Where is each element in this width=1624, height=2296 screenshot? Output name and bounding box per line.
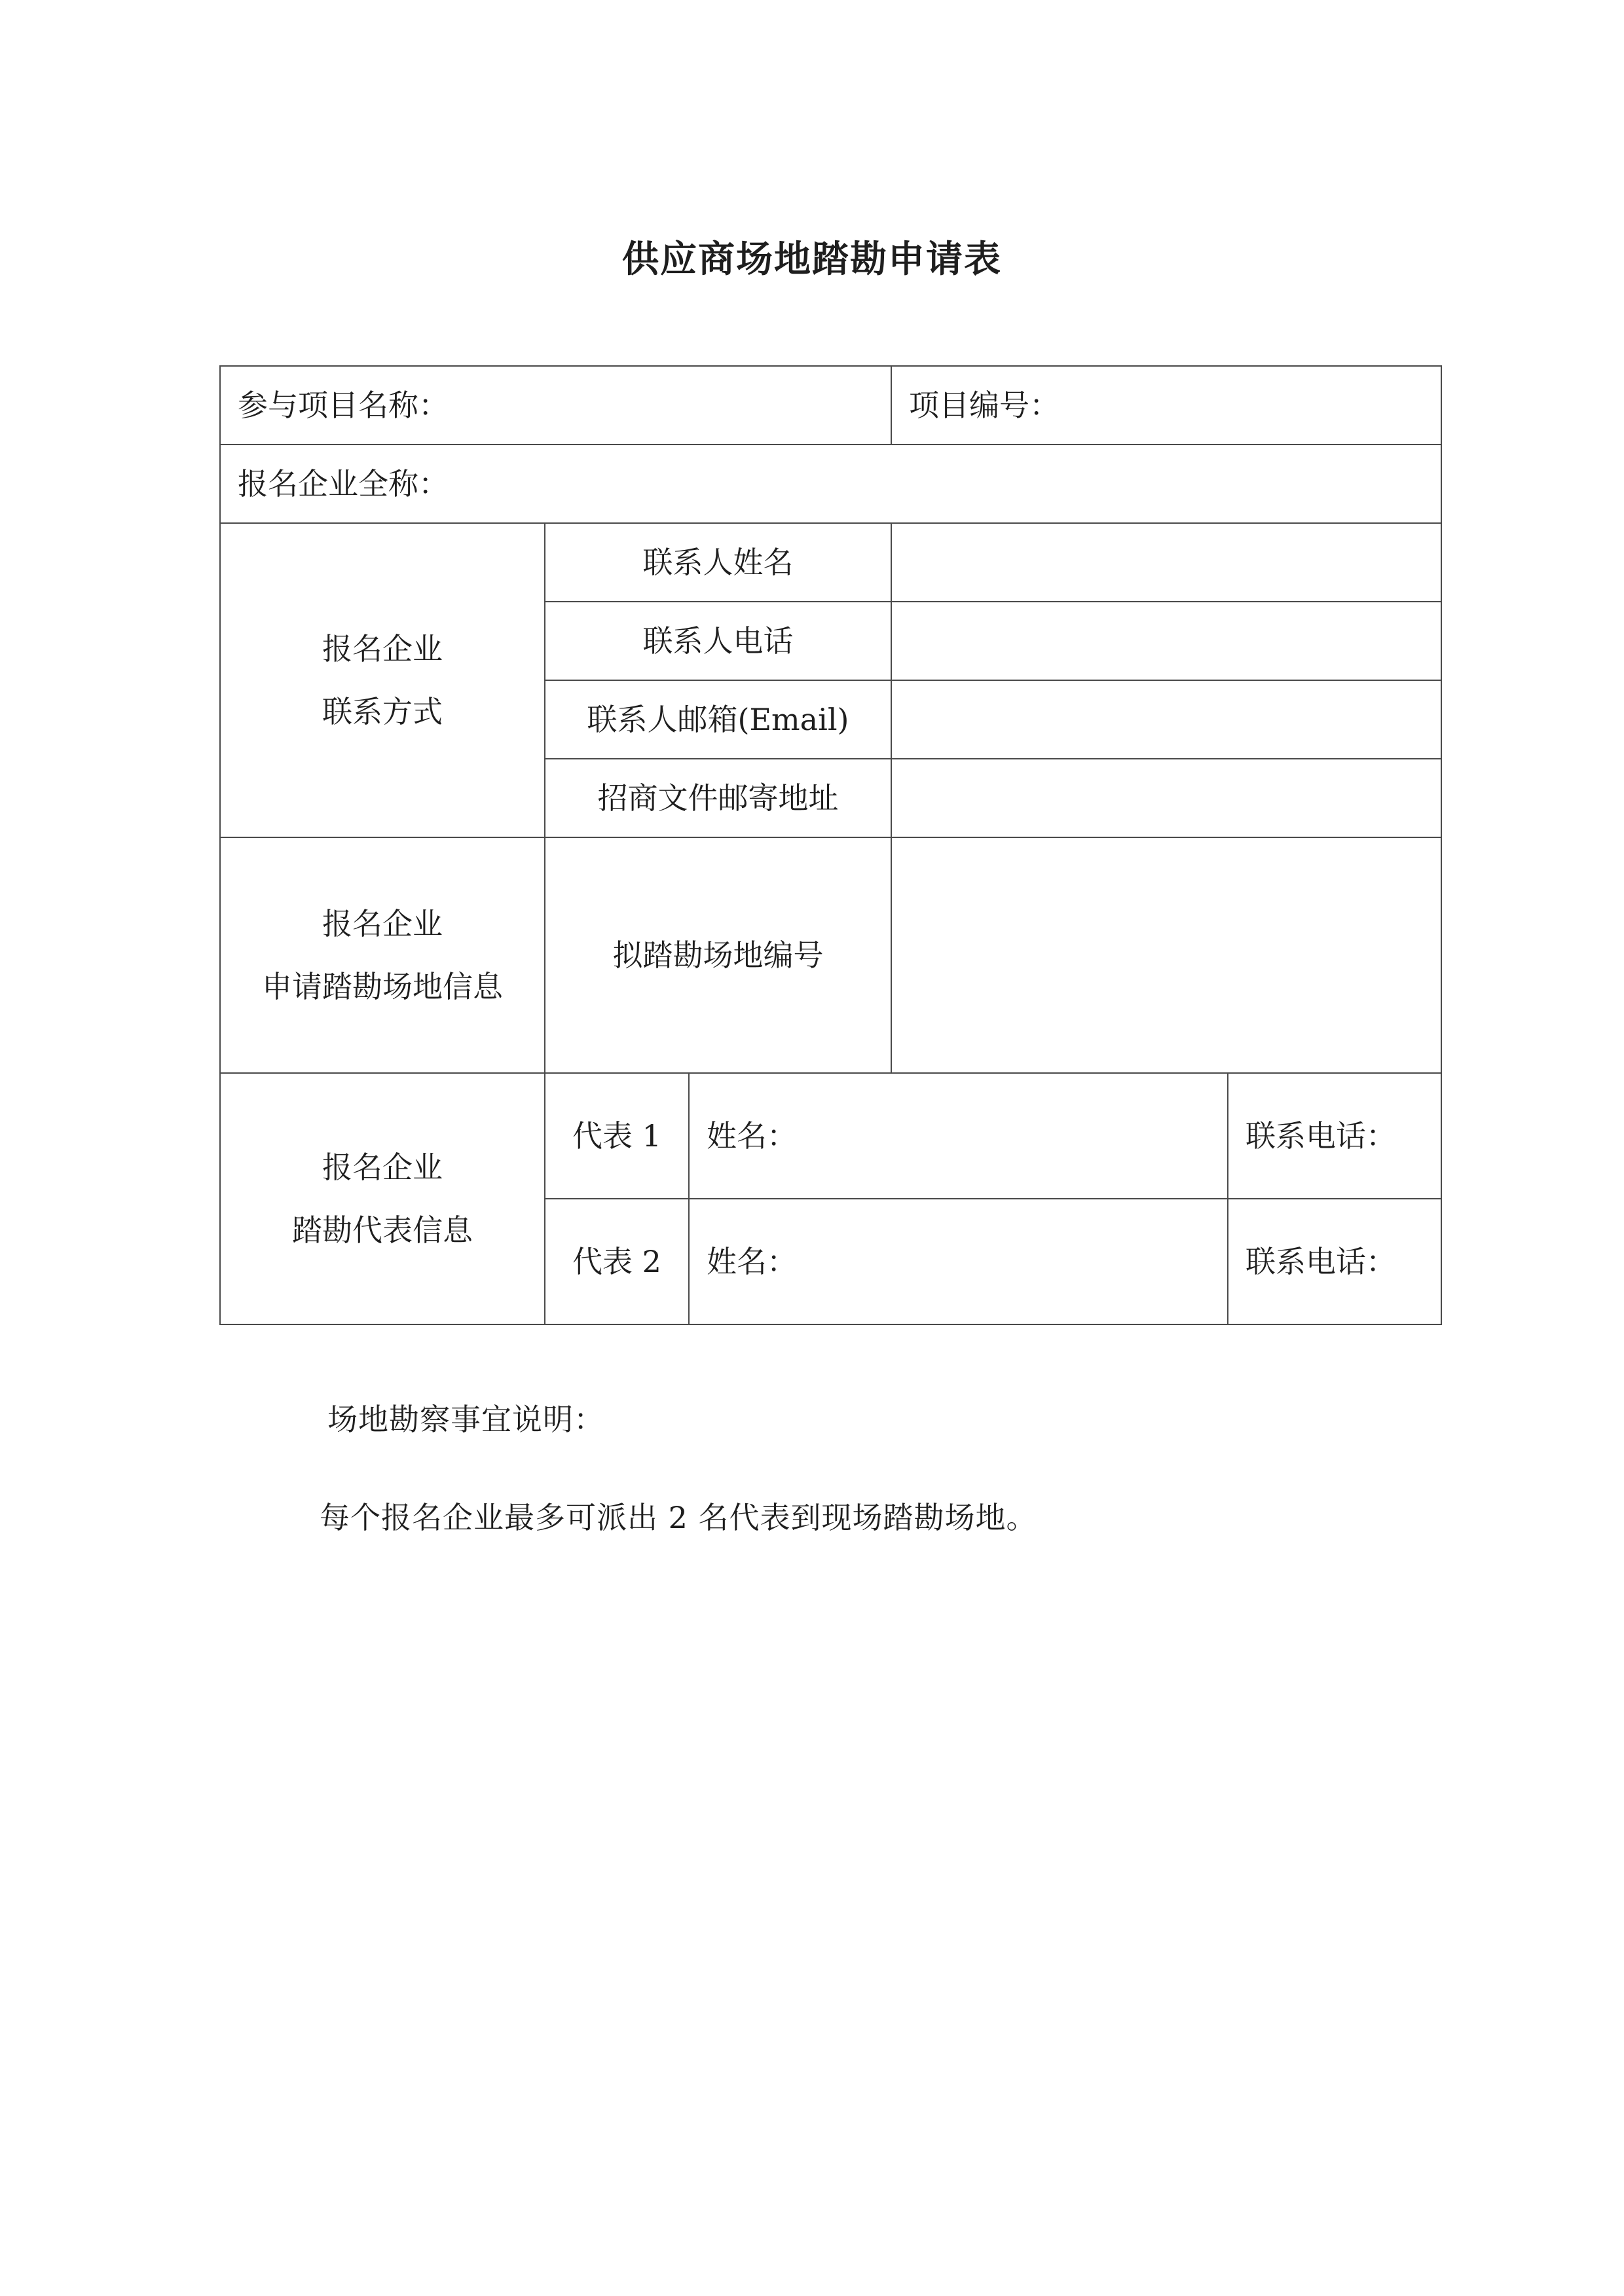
site-number-value[interactable]: [891, 837, 1441, 1073]
project-number-field[interactable]: [891, 366, 1441, 445]
rep-2-phone-field[interactable]: [1228, 1199, 1441, 1324]
contact-section-label: [220, 523, 545, 837]
site-survey-application-table: [219, 365, 1442, 1325]
rep-section-label-line1: 报名企业: [322, 1150, 443, 1185]
contact-phone-label: 联系人电话: [545, 602, 891, 680]
mailing-address-value[interactable]: [891, 759, 1441, 837]
project-name-label: 参与项目名称：: [238, 388, 449, 423]
rep-2-name-label: 姓名：: [707, 1244, 797, 1279]
rep-1-phone-field[interactable]: [1228, 1073, 1441, 1199]
rep-1-name-field[interactable]: [689, 1073, 1228, 1199]
contact-name-value[interactable]: [891, 523, 1441, 602]
project-number-label: 项目编号：: [909, 388, 1060, 423]
rep-2-phone-label: 联系电话：: [1246, 1244, 1397, 1279]
enterprise-row: [220, 445, 1441, 523]
rep-2-label: 代表 2: [545, 1199, 689, 1324]
site-section-label-line2: 申请踏勘场地信息: [262, 969, 503, 1004]
enterprise-full-name-label: 报名企业全称：: [238, 466, 449, 501]
site-section-label: [220, 837, 545, 1073]
rep-1-phone-label: 联系电话：: [1246, 1118, 1397, 1154]
notes-heading: 场地勘察事宜说明：: [327, 1402, 604, 1437]
project-name-field[interactable]: [220, 366, 891, 445]
site-section-label-line1: 报名企业: [322, 906, 443, 941]
notes-body: 每个报名企业最多可派出 2 名代表到现场踏勘场地。: [320, 1500, 1037, 1535]
project-row: [220, 366, 1441, 445]
contact-phone-value[interactable]: [891, 602, 1441, 680]
form-title: 供应商场地踏勘申请表: [622, 238, 1002, 281]
rep-row-1: [220, 1073, 1441, 1199]
contact-row-name: [220, 523, 1441, 602]
site-row: [220, 837, 1441, 1073]
rep-1-name-label: 姓名：: [707, 1118, 797, 1154]
contact-section-label-line1: 报名企业: [322, 631, 443, 666]
rep-1-label: 代表 1: [545, 1073, 689, 1199]
enterprise-full-name-field[interactable]: [220, 445, 1441, 523]
contact-email-value[interactable]: [891, 680, 1441, 759]
contact-email-label: 联系人邮箱(Email): [545, 680, 891, 759]
rep-section-label: [220, 1073, 545, 1324]
site-number-label: 拟踏勘场地编号: [545, 837, 891, 1073]
mailing-address-label: 招商文件邮寄地址: [545, 759, 891, 837]
contact-name-label: 联系人姓名: [545, 523, 891, 602]
rep-section-label-line2: 踏勘代表信息: [292, 1212, 473, 1248]
contact-section-label-line2: 联系方式: [322, 694, 443, 729]
rep-2-name-field[interactable]: [689, 1199, 1228, 1324]
